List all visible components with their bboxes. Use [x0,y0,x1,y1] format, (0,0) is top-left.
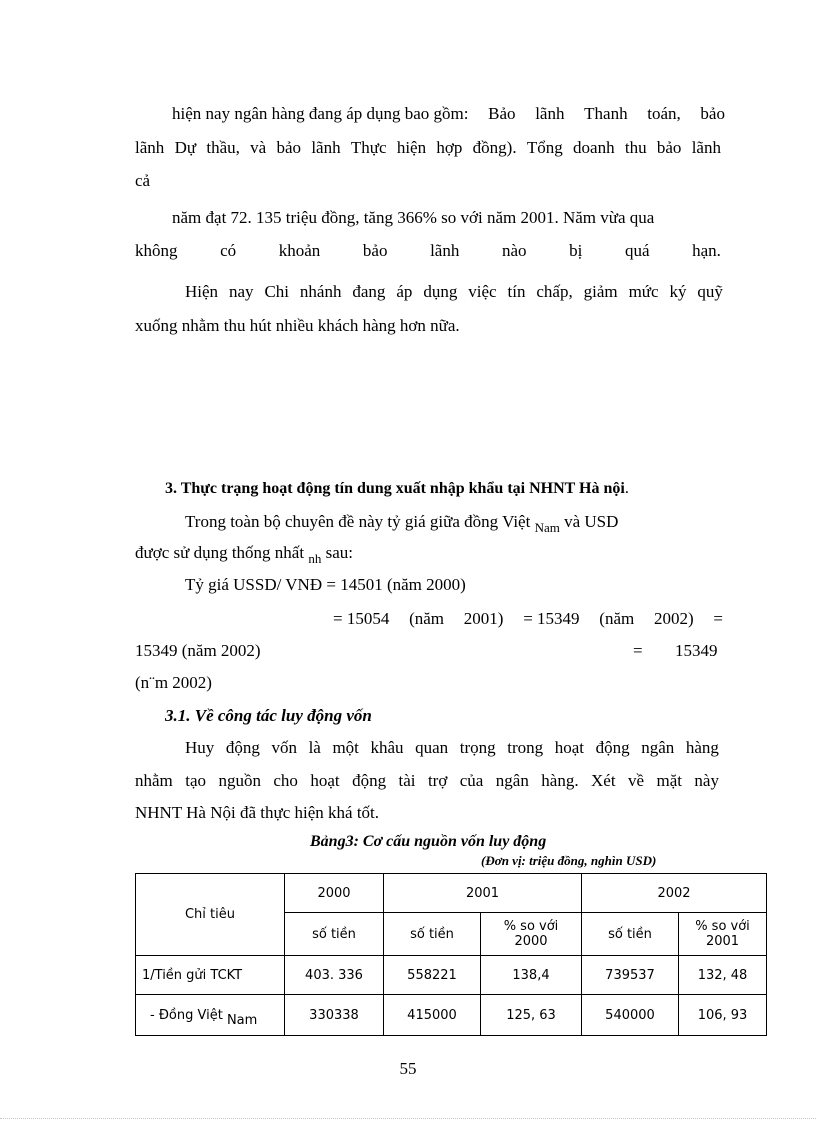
paragraph-3-line-2: xuống nhằm thu hút nhiều khách hàng hơn nữa. [135,316,460,335]
text: Huy [185,738,215,757]
subscript-text: nh [308,551,322,566]
cell-2002: 540000 [582,995,679,1036]
text: nay [228,282,254,301]
section-3-line-2 [135,543,353,564]
text: động [595,738,630,757]
exchange-rate-line-1: Tỷ giá USSD/ VNĐ = 14501 (năm 2000) [185,575,466,594]
text: trong [507,738,544,757]
text: hoạt [310,771,340,790]
text: Tổng [526,138,563,157]
exchange-rate-line-3-value: 15349 [675,641,718,660]
text: được sử dụng thống nhất [135,543,305,562]
text: lãnh [691,138,721,157]
subscript-text: Nam [534,520,560,535]
subscript-text: Nam [226,1012,258,1028]
text: Bảo [488,104,516,123]
text: bảo [362,241,388,260]
text: này [694,771,719,790]
text: nguồn [218,771,261,790]
text: tạo [185,771,206,790]
cell-2001: 558221 [384,956,481,995]
row-label [136,995,285,1036]
exchange-rate-line-3: 15349 (năm 2002) [135,641,261,660]
text: đang [352,282,386,301]
table-caption: Bảng3: Cơ cấu nguồn vốn luy động [310,833,547,850]
text: lãnh [535,104,565,123]
text: mức [628,282,659,301]
paragraph-1-line-1 [172,104,725,124]
cell-pct-2001: 138,4 [481,956,582,995]
text: (năm [409,609,445,628]
header-amount-2000: số tiền [285,913,384,956]
text: lãnh [135,138,165,157]
table-unit: (Đơn vị: triệu đồng, nghìn USD) [481,853,657,868]
text: Xét [591,771,616,790]
text: quá [624,241,650,260]
exchange-rate-line-3-equals: = [633,641,643,660]
text: lãnh [430,241,460,260]
header-pct-2001 [481,913,582,956]
header-year-2000: 2000 [285,874,384,913]
text: không [135,241,178,260]
section-3-heading [165,479,629,499]
section-3-1-line-1 [185,738,719,758]
text: quan [415,738,449,757]
paragraph-1-line-2 [135,138,721,158]
cell-2000: 403. 336 [285,956,384,995]
text: nhánh [299,282,342,301]
header-amount-2001: số tiền [384,913,481,956]
table-row [136,995,767,1036]
header-indicator: Chỉ tiêu [136,874,285,956]
text: hàng. [541,771,579,790]
text: 2000 [514,934,548,949]
text: vốn [271,738,297,757]
text: Thanh [584,104,628,123]
text: 2001) [463,609,504,628]
table-row [136,956,767,995]
text: Chi [264,282,289,301]
page-bottom-divider [0,1118,816,1119]
text: động [352,771,387,790]
text: hiện nay ngân hàng đang áp dụng bao gồm: [172,104,469,123]
text: nào [501,241,527,260]
paragraph-3-line-1 [185,282,723,302]
text: tài [398,771,416,790]
text: Hiện [185,282,219,301]
text: tín [507,282,526,301]
text: toán, [647,104,681,123]
row-label [136,956,285,995]
text: % so với [503,919,559,934]
section-3-line-1 [185,512,618,533]
header-year-2002: 2002 [582,874,767,913]
section-3-1-line-2 [135,771,719,791]
text: của [459,771,484,790]
text: hợp [436,138,463,157]
text: một [332,738,359,757]
text: 2001 [705,934,740,949]
cell-pct-2001: 125, 63 [481,995,582,1036]
table-header-row-years [136,874,767,913]
text: 2002) [653,609,694,628]
text: hàng [685,738,719,757]
text: việc [468,282,497,301]
text: Trong toàn bộ chuyên đề này tỷ giá giữa đồng Việt [185,512,531,531]
text: 1/Tiền gửi TCKT [142,967,243,983]
header-pct-2002 [679,913,767,956]
funding-structure-table [135,873,767,1036]
text: mặt [656,771,682,790]
text: bị [569,241,583,260]
text: bảo [700,104,725,123]
text: % so với [695,919,750,934]
text: cho [273,771,298,790]
text: (năm [599,609,635,628]
text: Thực [350,138,387,157]
text: giảm [583,282,618,301]
text: trọng [459,738,496,757]
exchange-rate-line-4: (n¨m 2002) [135,673,212,692]
text: - Đồng Việt [150,1007,223,1023]
text: thu [624,138,647,157]
text: thầu, [206,138,240,157]
text: áp [396,282,413,301]
cell-2002: 739537 [582,956,679,995]
text: đồng). [472,138,517,157]
section-3-heading-text: 3. Thực trạng hoạt động tín dung xuất nhập khẩu tại NHNT Hà nội [165,480,625,497]
text: ngân [641,738,675,757]
text: khoản [278,241,321,260]
text: = [713,609,723,628]
exchange-rate-line-2 [333,609,723,629]
text: có [220,241,237,260]
text: chấp, [536,282,573,301]
cell-pct-2002: 132, 48 [679,956,767,995]
text: = 15054 [333,609,390,628]
cell-2001: 415000 [384,995,481,1036]
text: nhằm [135,771,173,790]
text: hiện [396,138,427,157]
text: dụng [423,282,458,301]
text: bảo [656,138,682,157]
cell-2000: 330338 [285,995,384,1036]
header-amount-2002: số tiền [582,913,679,956]
page-number: 55 [399,1059,417,1078]
text: quỹ [697,282,723,301]
header-year-2001: 2001 [384,874,582,913]
text: = 15349 [523,609,580,628]
text: sau: [325,543,353,562]
section-3-1-heading: 3.1. Về công tác luy động vốn [165,706,372,725]
text: lãnh [311,138,341,157]
paragraph-2-line-2 [135,241,721,261]
text: khâu [370,738,404,757]
text: hạn. [692,241,721,260]
text: và USD [564,512,619,531]
text: doanh [573,138,615,157]
text: động [225,738,260,757]
text: hoạt [554,738,585,757]
text: Dự [174,138,197,157]
paragraph-1-line-3: cả [135,171,151,190]
text: là [308,738,321,757]
text: và [250,138,267,157]
text: ký [669,282,687,301]
text: ngân [495,771,529,790]
text: bảo [276,138,302,157]
text: về [628,771,645,790]
cell-pct-2002: 106, 93 [679,995,767,1036]
section-3-heading-end: . [624,480,629,497]
paragraph-2-line-1: năm đạt 72. 135 triệu đồng, tăng 366% so với năm 2001. Năm vừa qua [172,208,655,227]
section-3-1-line-3: NHNT Hà Nội đã thực hiện khá tốt. [135,803,380,822]
text: trợ [427,771,448,790]
